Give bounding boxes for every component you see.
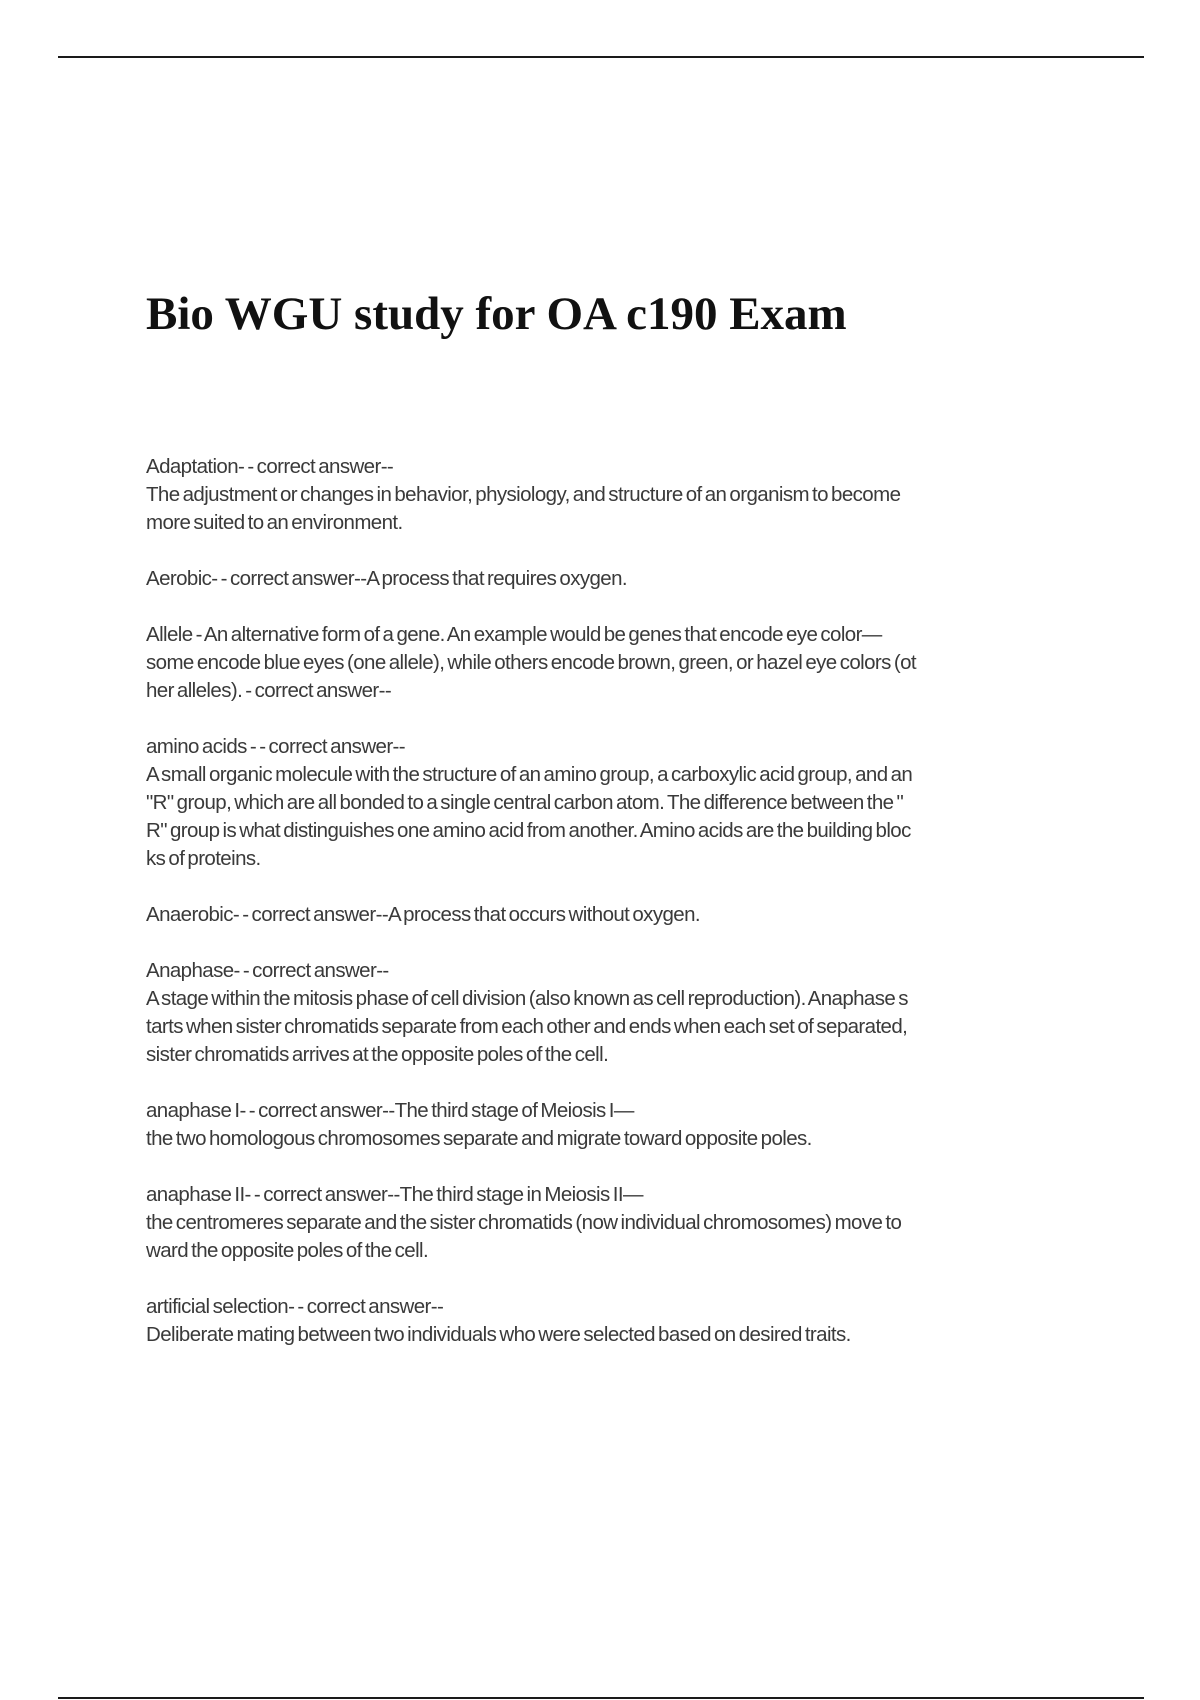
entry-line: Deliberate mating between two individuals who were selected based on desired traits. [146, 1323, 851, 1346]
entry-line: Aerobic- - correct answer--A process that requires oxygen. [146, 567, 627, 590]
glossary-entry-anaphase-i [146, 1097, 1091, 1153]
glossary-entry-anaphase [146, 957, 1091, 1069]
document-title: Bio WGU study for OA c190 Exam [146, 288, 847, 340]
entry-line: Anaphase- - correct answer-- [146, 959, 389, 982]
entry-line: artificial selection- - correct answer-- [146, 1295, 444, 1318]
glossary-entry-adaptation [146, 453, 1091, 537]
entry-line: anaphase I- - correct answer--The third stage of Meiosis I— [146, 1099, 634, 1122]
entry-line: anaphase II- - correct answer--The third stage in Meiosis II— [146, 1183, 643, 1206]
top-rule [58, 56, 1144, 58]
entry-line: more suited to an environment. [146, 511, 403, 534]
entry-line: A stage within the mitosis phase of cell division (also known as cell reproduction). Anaphase s [146, 987, 908, 1010]
entry-line: Anaerobic- - correct answer--A process that occurs without oxygen. [146, 903, 700, 926]
entry-line: amino acids - - correct answer-- [146, 735, 406, 758]
glossary-entry-artificial-selection [146, 1293, 1091, 1349]
entry-line: the two homologous chromosomes separate and migrate toward opposite poles. [146, 1127, 812, 1150]
glossary-entry-allele [146, 621, 1091, 705]
entry-line: Allele - An alternative form of a gene. An example would be genes that encode eye color— [146, 623, 882, 646]
entry-line: A small organic molecule with the structure of an amino group, a carboxylic acid group, and an [146, 763, 913, 786]
entry-line: sister chromatids arrives at the opposite poles of the cell. [146, 1043, 609, 1066]
entry-line: her alleles). - correct answer-- [146, 679, 392, 702]
entry-line: ward the opposite poles of the cell. [146, 1239, 429, 1262]
entry-line: ks of proteins. [146, 847, 261, 870]
glossary-entry-amino-acids [146, 733, 1091, 873]
glossary-entry-anaerobic [146, 901, 1091, 929]
entry-line: some encode blue eyes (one allele), while others encode brown, green, or hazel eye colors (ot [146, 651, 916, 674]
entry-line: R" group is what distinguishes one amino acid from another. Amino acids are the building bloc [146, 819, 911, 842]
glossary-entry-anaphase-ii [146, 1181, 1091, 1265]
bottom-rule [58, 1697, 1144, 1699]
entry-line: "R" group, which are all bonded to a single central carbon atom. The difference between the " [146, 791, 904, 814]
entry-line: Adaptation- - correct answer-- [146, 455, 394, 478]
glossary-entries [146, 453, 1091, 1377]
entry-line: the centromeres separate and the sister chromatids (now individual chromosomes) move to [146, 1211, 902, 1234]
glossary-entry-aerobic [146, 565, 1091, 593]
entry-line: tarts when sister chromatids separate from each other and ends when each set of separated, [146, 1015, 908, 1038]
entry-line: The adjustment or changes in behavior, physiology, and structure of an organism to become [146, 483, 901, 506]
